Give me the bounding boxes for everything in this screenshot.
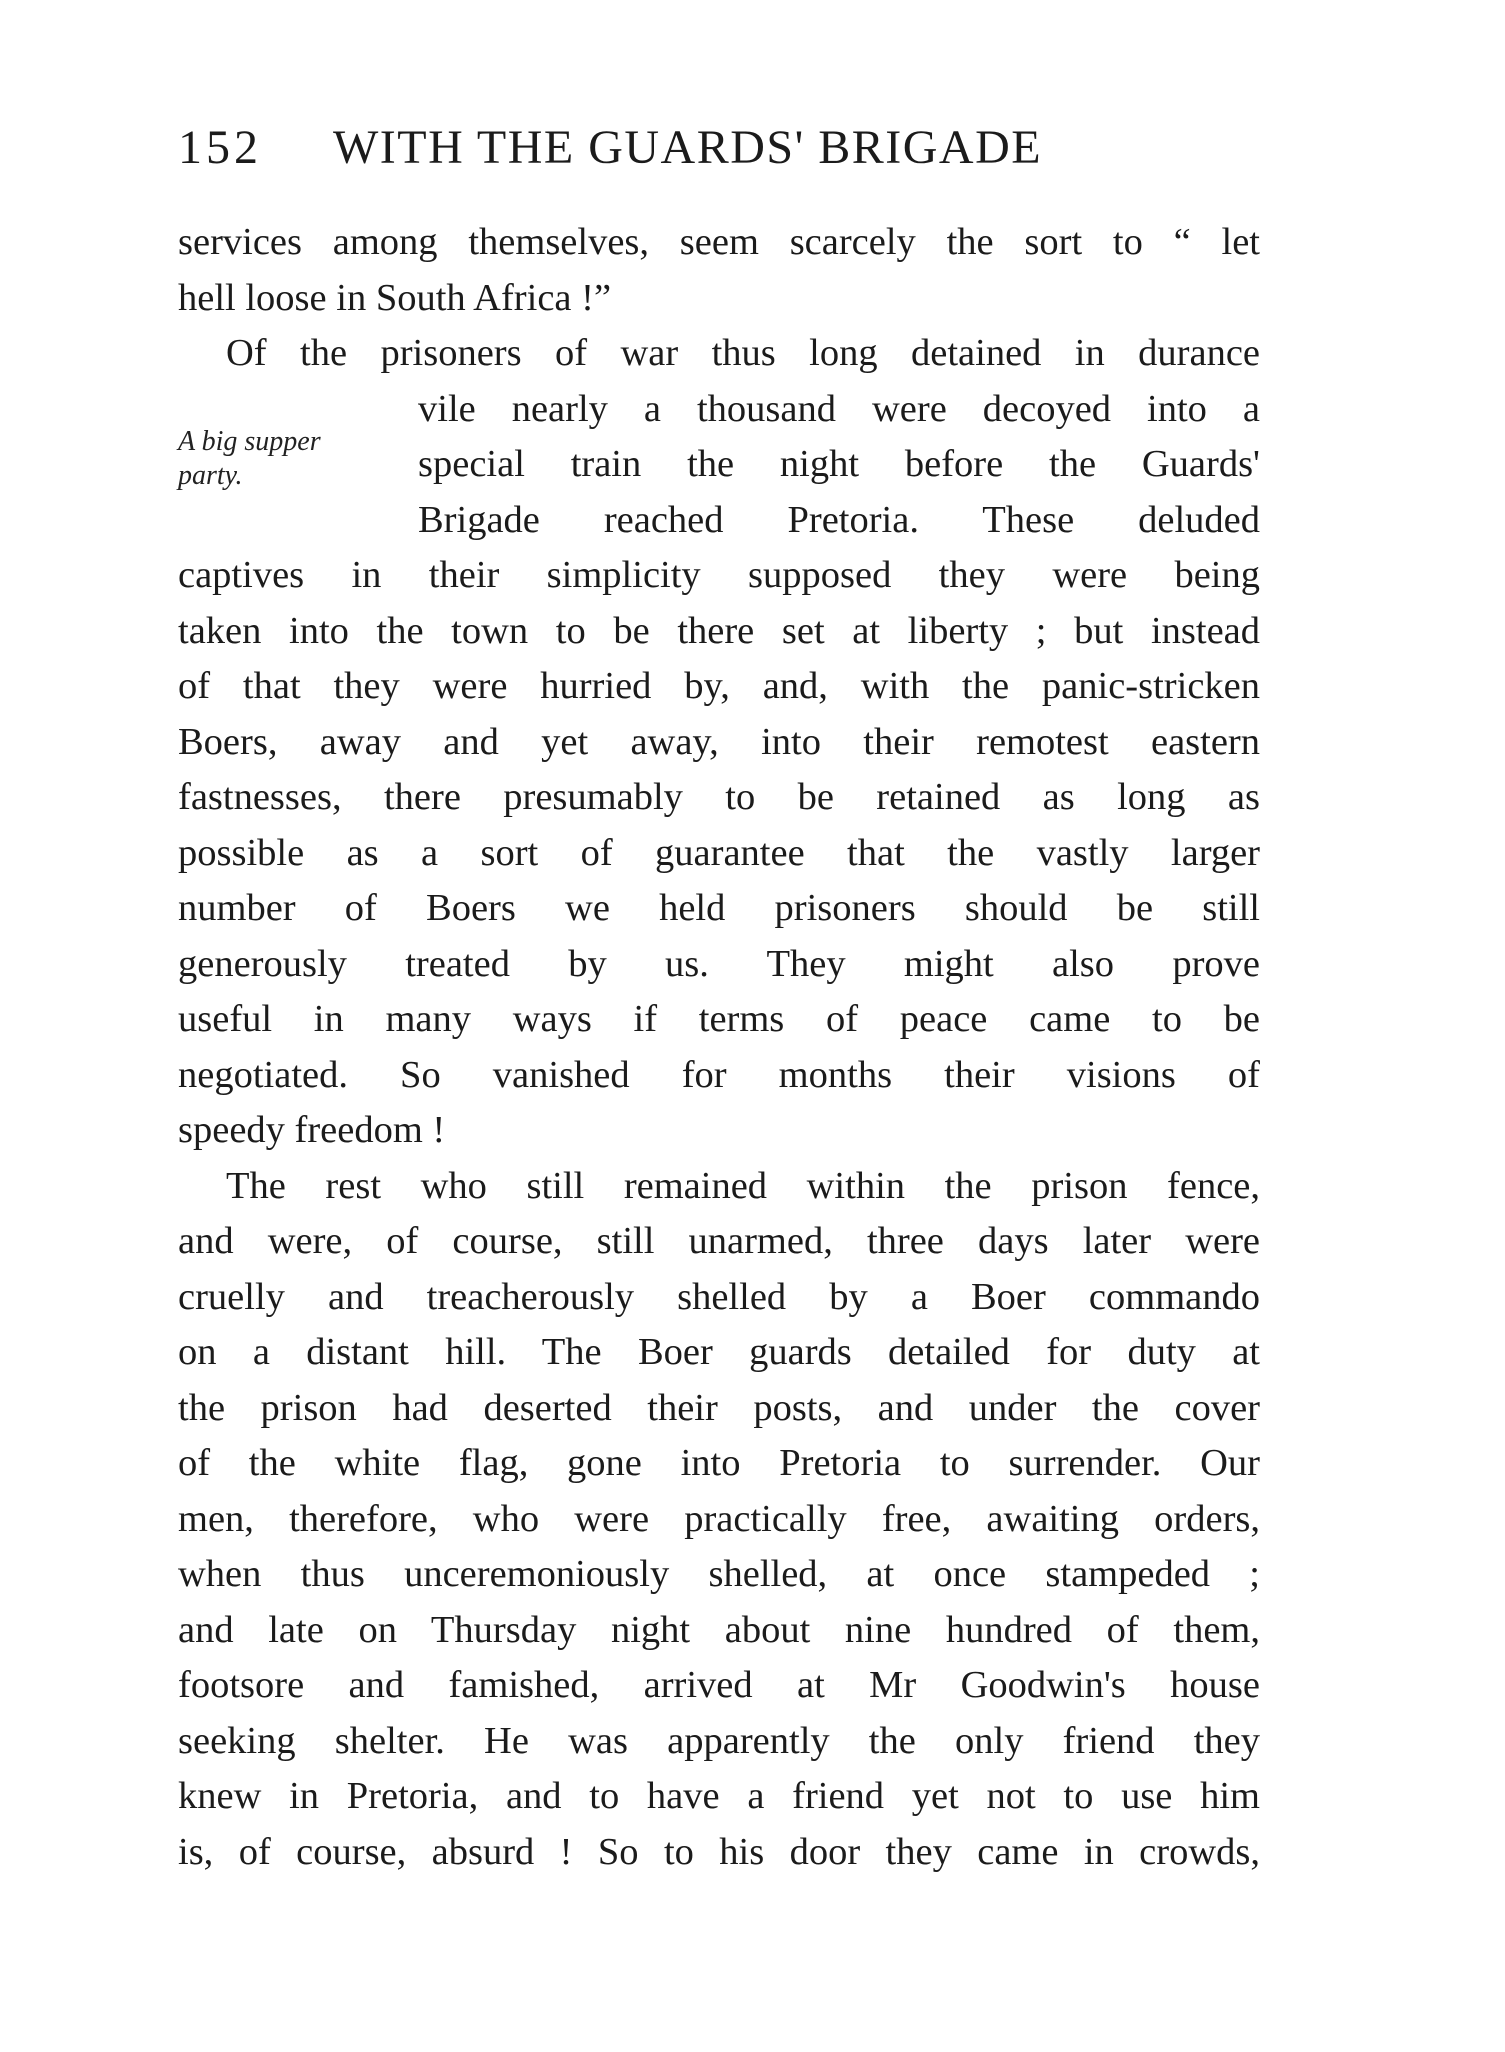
text-line: services among themselves, seem scarcely the sort to “ let xyxy=(178,221,1260,263)
text-line: seeking shelter. He was apparently the only friend they xyxy=(178,1719,1260,1762)
page-header xyxy=(178,118,1278,178)
text-line: and were, of course, still unarmed, three days later were xyxy=(178,1220,1260,1262)
text-line: is, of course, absurd ! So to his door they came in crowds, xyxy=(178,1830,1260,1873)
text-line: footsore and famished, arrived at Mr Goodwin's house xyxy=(178,1664,1260,1706)
text-line: when thus unceremoniously shelled, at once stampeded ; xyxy=(178,1553,1260,1595)
text-line: of the white flag, gone into Pretoria to surrender. Our xyxy=(178,1442,1260,1484)
text-line: number of Boers we held prisoners should be still xyxy=(178,887,1260,929)
text-line: negotiated. So vanished for months their visions of xyxy=(178,1053,1260,1096)
running-title: WITH THE GUARDS' BRIGADE xyxy=(333,121,1043,174)
text-line: men, therefore, who were practically free, awaiting orders, xyxy=(178,1497,1260,1540)
text-line: taken into the town to be there set at liberty ; but instead xyxy=(178,609,1260,652)
text-line: speedy freedom ! xyxy=(178,1109,446,1151)
text-line: captives in their simplicity supposed they were being xyxy=(178,554,1260,596)
text-line: The rest who still remained within the prison fence, xyxy=(226,1164,1260,1207)
text-line: generously treated by us. They might also prove xyxy=(178,942,1260,985)
text-line: Of the prisoners of war thus long detained in durance xyxy=(226,332,1260,374)
text-line: hell loose in South Africa !” xyxy=(178,276,612,319)
text-line: fastnesses, there presumably to be retained as long as xyxy=(178,776,1260,818)
body-text xyxy=(178,215,1260,1880)
text-line: possible as a sort of guarantee that the vastly larger xyxy=(178,831,1260,874)
text-line: and late on Thursday night about nine hundred of them, xyxy=(178,1608,1260,1651)
margin-note-line: party. xyxy=(178,460,243,491)
text-line: on a distant hill. The Boer guards detailed for duty at xyxy=(178,1331,1260,1373)
text-line: cruelly and treacherously shelled by a Boer commando xyxy=(178,1275,1260,1318)
text-line: knew in Pretoria, and to have a friend yet not to use him xyxy=(178,1775,1260,1817)
text-line: special train the night before the Guards' xyxy=(418,443,1260,485)
text-line: Boers, away and yet away, into their remotest eastern xyxy=(178,720,1260,763)
text-line: of that they were hurried by, and, with the panic-stricken xyxy=(178,665,1260,707)
text-line: vile nearly a thousand were decoyed into a xyxy=(418,387,1260,430)
page-number: 152 xyxy=(178,121,262,174)
text-line: Brigade reached Pretoria. These deluded xyxy=(418,498,1260,541)
text-line: the prison had deserted their posts, and under the cover xyxy=(178,1386,1260,1429)
text-line: useful in many ways if terms of peace came to be xyxy=(178,998,1260,1040)
margin-note-line: A big supper xyxy=(178,426,321,457)
